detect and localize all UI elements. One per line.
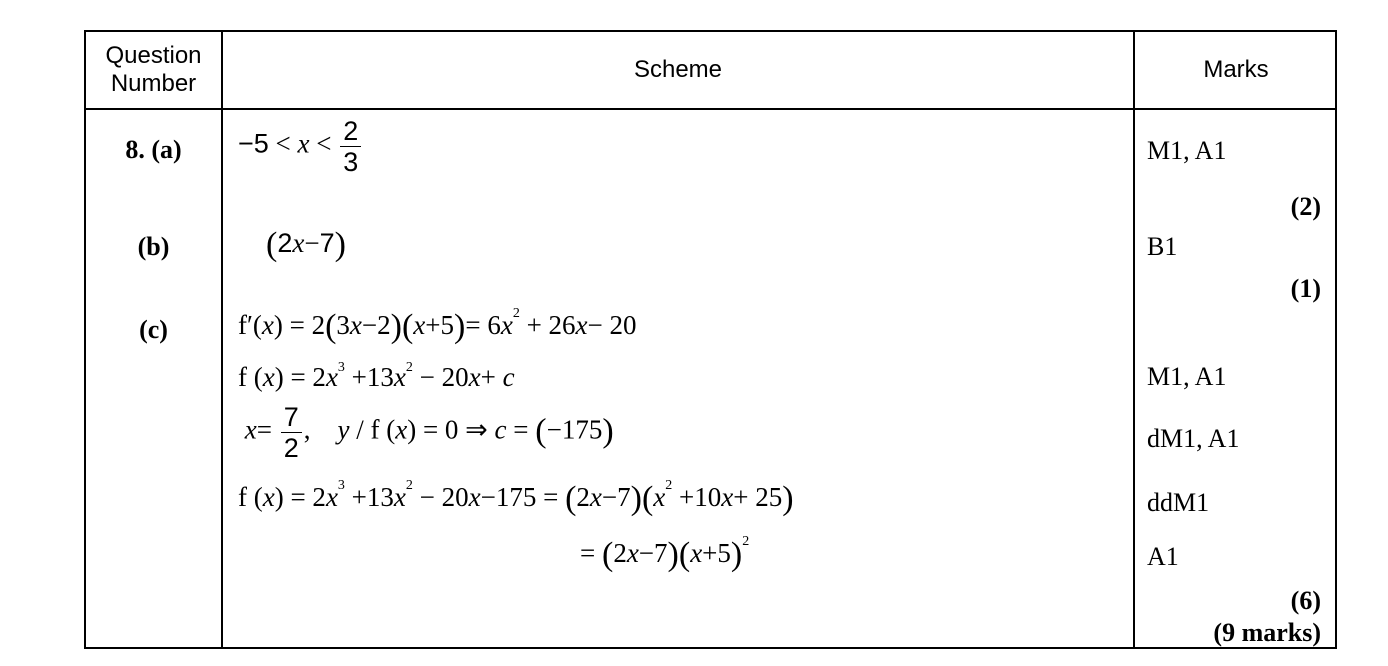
question-number-header: Question Number bbox=[105, 42, 202, 97]
marks-header: Marks bbox=[1203, 56, 1269, 83]
mark-c1: M1, A1 bbox=[1147, 362, 1227, 391]
mark-c4: A1 bbox=[1147, 542, 1179, 571]
column-divider bbox=[1133, 32, 1135, 647]
scheme-part-c-final: = $(2x-7)(x+5)^2$ bbox=[580, 534, 750, 573]
header-divider bbox=[86, 108, 1335, 110]
question-label-b: (b) bbox=[137, 232, 170, 261]
question-label-8a: 8. (a) bbox=[125, 135, 182, 164]
scheme-part-c-constant: x= $\frac{7}{2}$ , y / f (x) = 0 ⇒ c = (−175) bbox=[244, 402, 614, 463]
scheme-part-c-derivative: $f'(x) = 2(3x-2)(x+5)= 6x^2 + 26x- 20$ bbox=[238, 306, 637, 345]
scheme-part-a: −5 < x < $\frac{2}{3}$ bbox=[238, 116, 363, 177]
scheme-part-b: (2x−7) bbox=[266, 226, 346, 263]
mark-total-b: (1) bbox=[1290, 274, 1321, 303]
mark-total-c: (6) bbox=[1290, 586, 1321, 615]
question-label-c: (c) bbox=[139, 315, 168, 344]
column-divider bbox=[221, 32, 223, 647]
scheme-part-c-integral: f $(x) = 2x^3 +13x^2 - 20x+ c$ bbox=[238, 360, 515, 392]
scheme-header: Scheme bbox=[633, 56, 723, 83]
mark-scheme-table bbox=[84, 30, 1337, 649]
mark-c2: dM1, A1 bbox=[1147, 424, 1240, 453]
mark-total-a: (2) bbox=[1290, 192, 1321, 221]
mark-a: M1, A1 bbox=[1147, 136, 1227, 165]
mark-grand-total: (9 marks) bbox=[1213, 618, 1321, 647]
mark-b: B1 bbox=[1147, 232, 1178, 261]
scheme-part-c-factorise: f $(x) = 2x^3 +13x^2 - 20x-175 = (2x-7)(x^2 +10x+ 25)$ bbox=[238, 478, 794, 517]
mark-c3: ddM1 bbox=[1147, 488, 1210, 517]
